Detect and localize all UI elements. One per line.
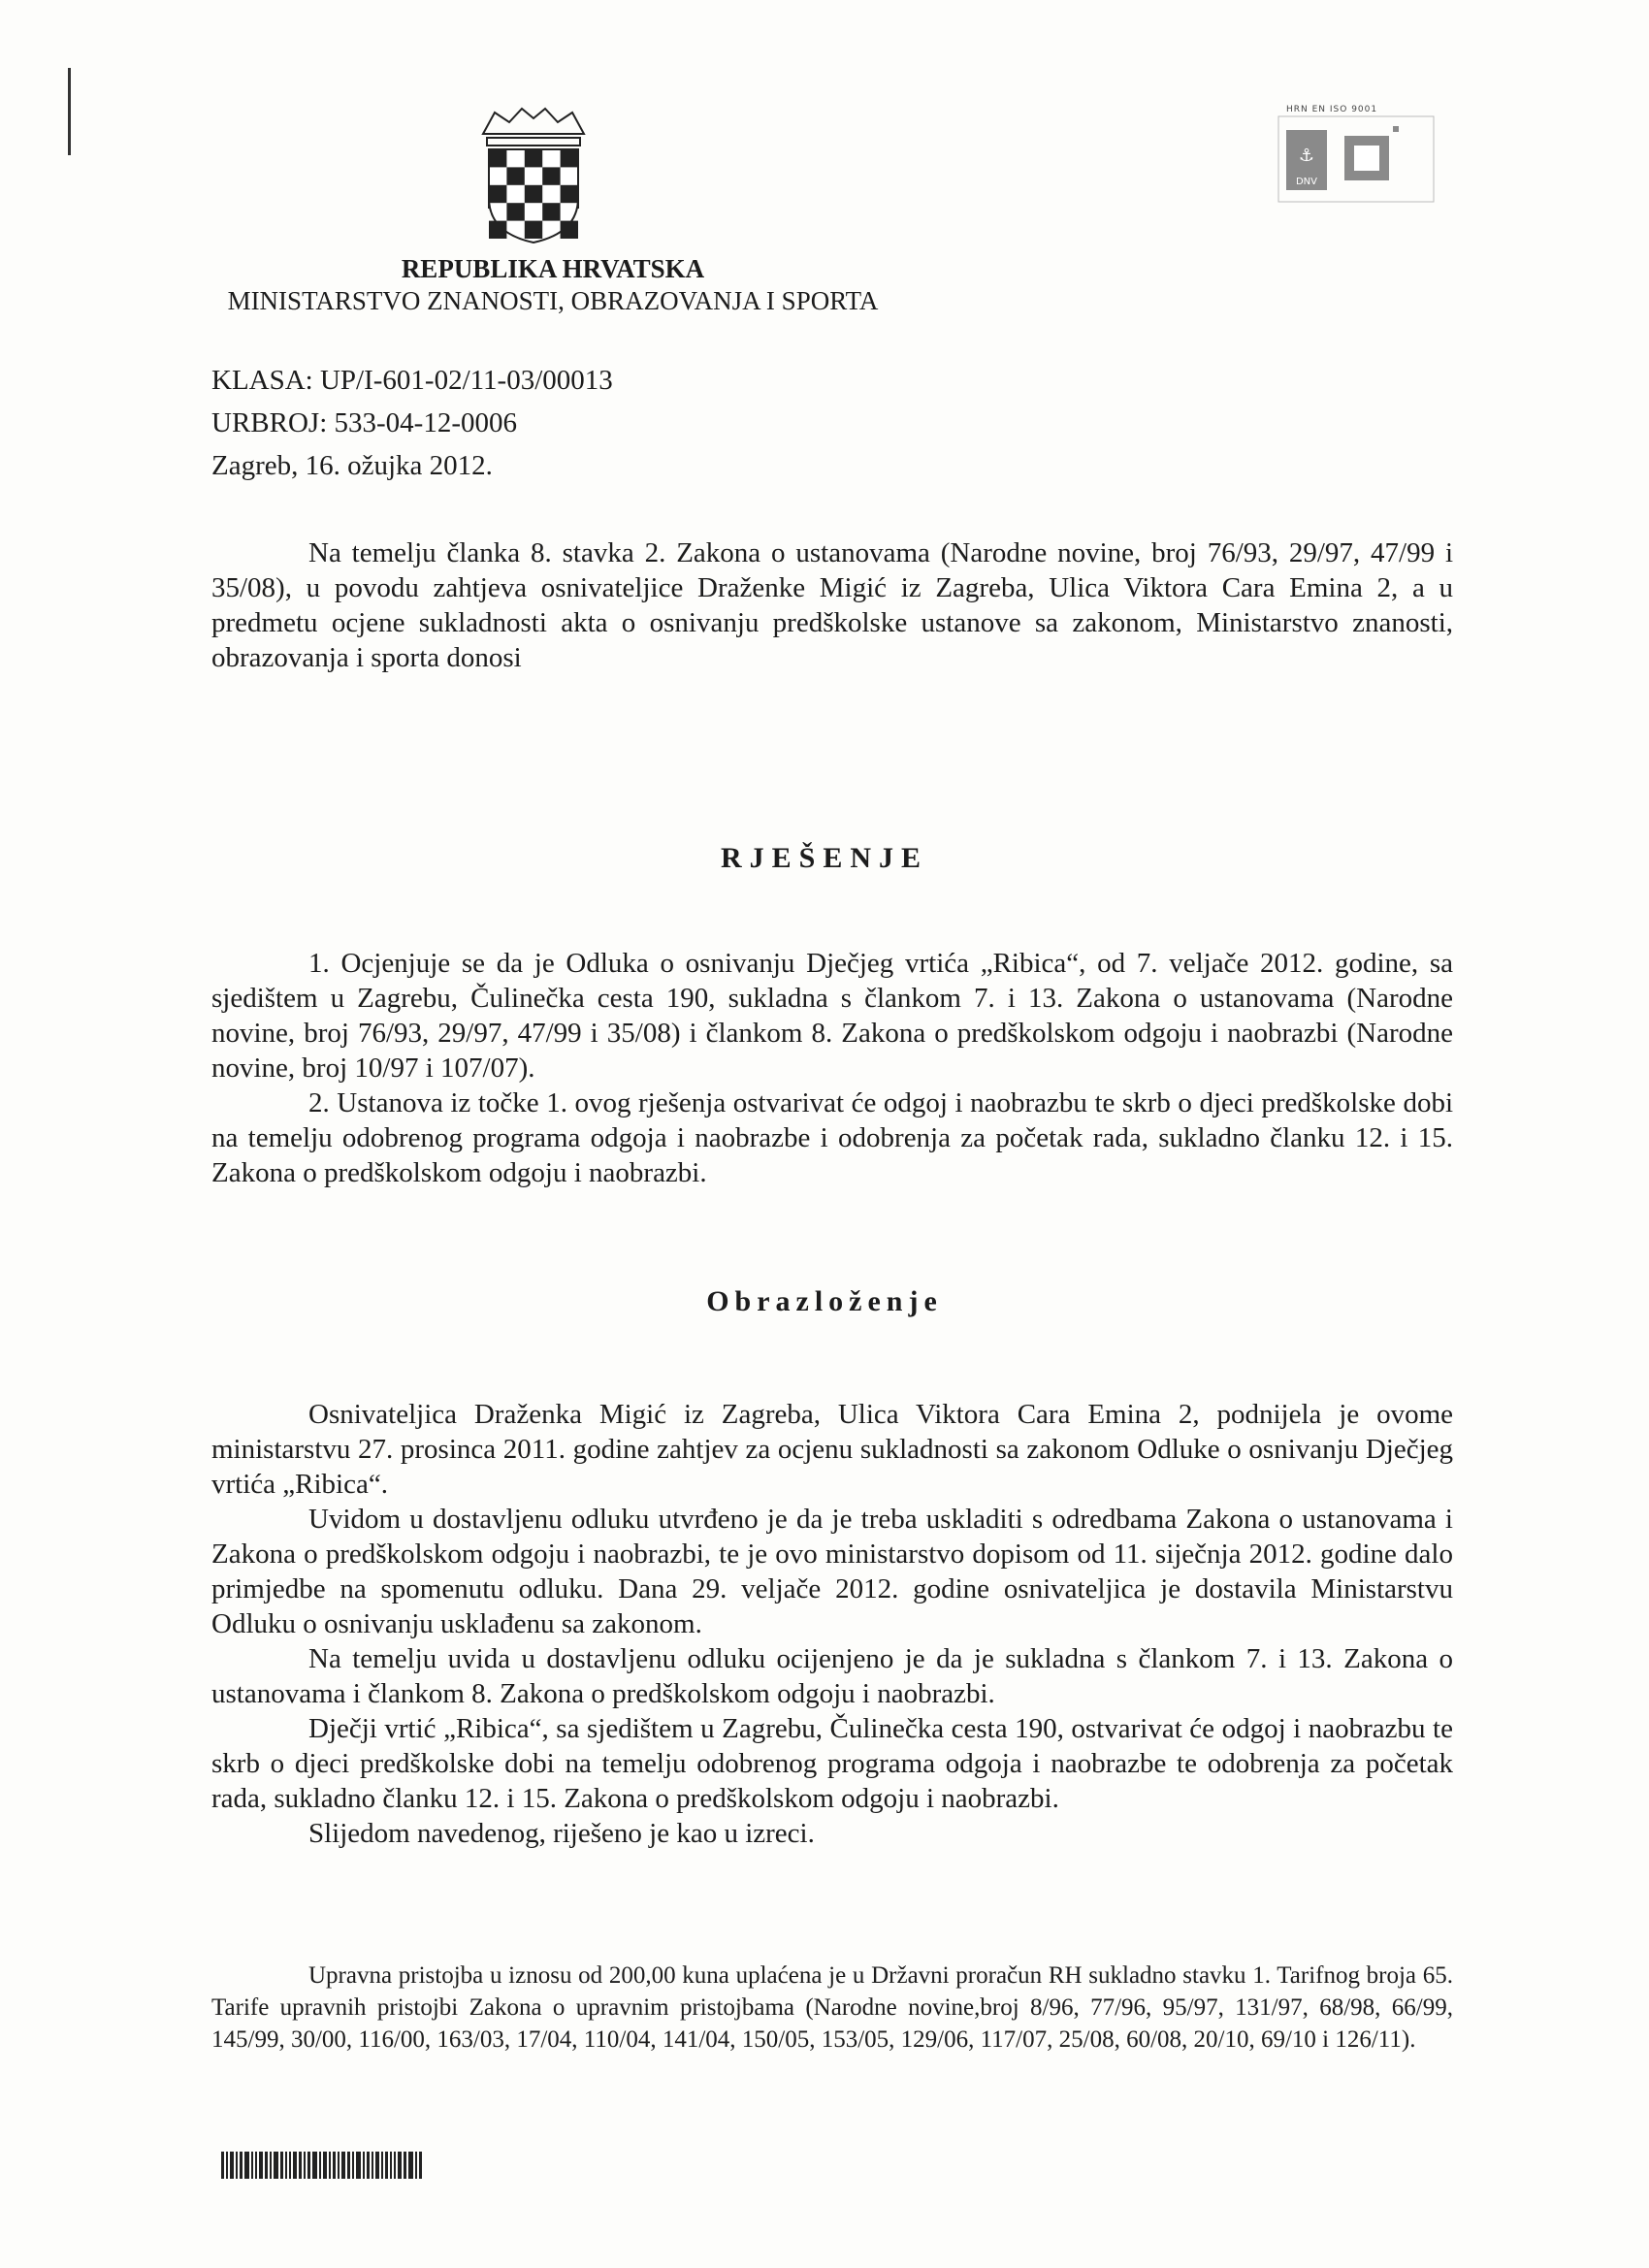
decision-section: [211, 946, 1453, 1190]
fee-text: Upravna pristojba u iznosu od 200,00 kuna uplaćena je u Državni proračun RH sukladno stavku 1. Tarifnog broja 65. Tarife upravnih pristojbi Zakona o upravnim pristojbama (Narodne novine,broj 8/96, 77/96, 95/97, 131/97, 68/98, 66/99, 145/99, 30/00, 116/00, 163/03, 17/04, 110/04, 141/04, 150/05, 153/05, 129/06, 117/07, 25/08, 60/08, 20/10, 69/10 i 126/11).: [211, 1962, 1453, 2053]
reasoning-paragraph: Na temelju uvida u dostavljenu odluku ocijenjeno je da je sukladna s člankom 7. i 13. Zakona o ustanovama i člankom 8. Zakona o predškolskom odgoju i naobrazbi.: [211, 1643, 1453, 1709]
intro-paragraph: [211, 535, 1453, 675]
iso-label: HRN EN ISO 9001: [1286, 105, 1378, 114]
barcode: [221, 2152, 522, 2179]
reasoning-section: [211, 1397, 1453, 1851]
klasa-line: KLASA: UP/I-601-02/11-03/00013: [211, 365, 613, 396]
reasoning-paragraph: Osnivateljica Draženka Migić iz Zagreba, Ulica Viktora Cara Emina 2, podnijela je ovome ministarstvu 27. prosinca 2011. godine zahtjev za ocjenu sukladnosti sa zakonom Odluke o osnivanju Dječjeg vrtića „Ribica“.: [211, 1399, 1453, 1500]
reasoning-paragraph: Uvidom u dostavljenu odluku utvrđeno je da je treba uskladiti s odredbama Zakona o ustanovama i Zakona o predškolskom odgoju i naobrazbi, te je ovo ministarstvo dopisom od 11. siječnja 2012. godine dalo primjedbe na spomenutu odluku. Dana 29. veljače 2012. godine osnivateljica je dostavila Ministarstvu Odluku o osnivanju usklađenu sa zakonom.: [211, 1504, 1453, 1639]
decision-item: 1. Ocjenjuje se da je Odluka o osnivanju Dječjeg vrtića „Ribica“, od 7. veljače 2012. godine, sa sjedištem u Zagrebu, Čulinečka cesta 190, sukladna s člankom 7. i 13. Zakona o ustanovama (Narodne novine, broj 76/93, 29/97, 47/99 i 35/08) i člankom 8. Zakona o predškolskom odgoju i naobrazbi (Narodne novine, broj 10/97 i 107/07).: [211, 948, 1453, 1084]
iso-certification-badge: [1269, 105, 1443, 211]
urbroj-line: URBROJ: 533-04-12-0006: [211, 407, 517, 438]
coat-of-arms-icon: [475, 105, 592, 245]
svg-text:⚓: ⚓: [1298, 146, 1315, 166]
place-date-line: Zagreb, 16. ožujka 2012.: [211, 450, 493, 481]
decision-title: RJEŠENJE: [720, 842, 929, 874]
reasoning-title: Obrazloženje: [706, 1285, 943, 1317]
ministry-heading: MINISTARSTVO ZNANOSTI, OBRAZOVANJA I SPORTA: [227, 286, 879, 315]
scan-margin-mark: [68, 68, 71, 155]
country-heading: REPUBLIKA HRVATSKA: [401, 254, 705, 283]
decision-item: 2. Ustanova iz točke 1. ovog rješenja ostvarivat će odgoj i naobrazbu te skrb o djeci predškolske dobi na temelju odobrenog programa odgoja i naobrazbe i odobrenja za početak rada, sukladno članku 12. i 15. Zakona o predškolskom odgoju i naobrazbi.: [211, 1087, 1453, 1188]
reasoning-paragraph: Slijedom navedenog, riješeno je kao u izreci.: [308, 1818, 815, 1849]
svg-text:DNV: DNV: [1295, 177, 1318, 187]
fee-paragraph: [211, 1960, 1453, 2056]
intro-text: Na temelju članka 8. stavka 2. Zakona o ustanovama (Narodne novine, broj 76/93, 29/97, 47/99 i 35/08), u povodu zahtjeva osnivateljice Draženke Migić iz Zagreba, Ulica Viktora Cara Emina 2, a u predmetu ocjene sukladnosti akta o osnivanju predškolske ustanove sa zakonom, Ministarstvo znanosti, obrazovanja i sporta donosi: [211, 537, 1453, 673]
reasoning-paragraph: Dječji vrtić „Ribica“, sa sjedištem u Zagrebu, Čulinečka cesta 190, ostvarivat će odgoj i naobrazbu te skrb o djeci predškolske dobi na temelju odobrenog programa odgoja i naobrazbe te odobrenja za početak rada, sukladno članku 12. i 15. Zakona o predškolskom odgoju i naobrazbi.: [211, 1713, 1453, 1814]
